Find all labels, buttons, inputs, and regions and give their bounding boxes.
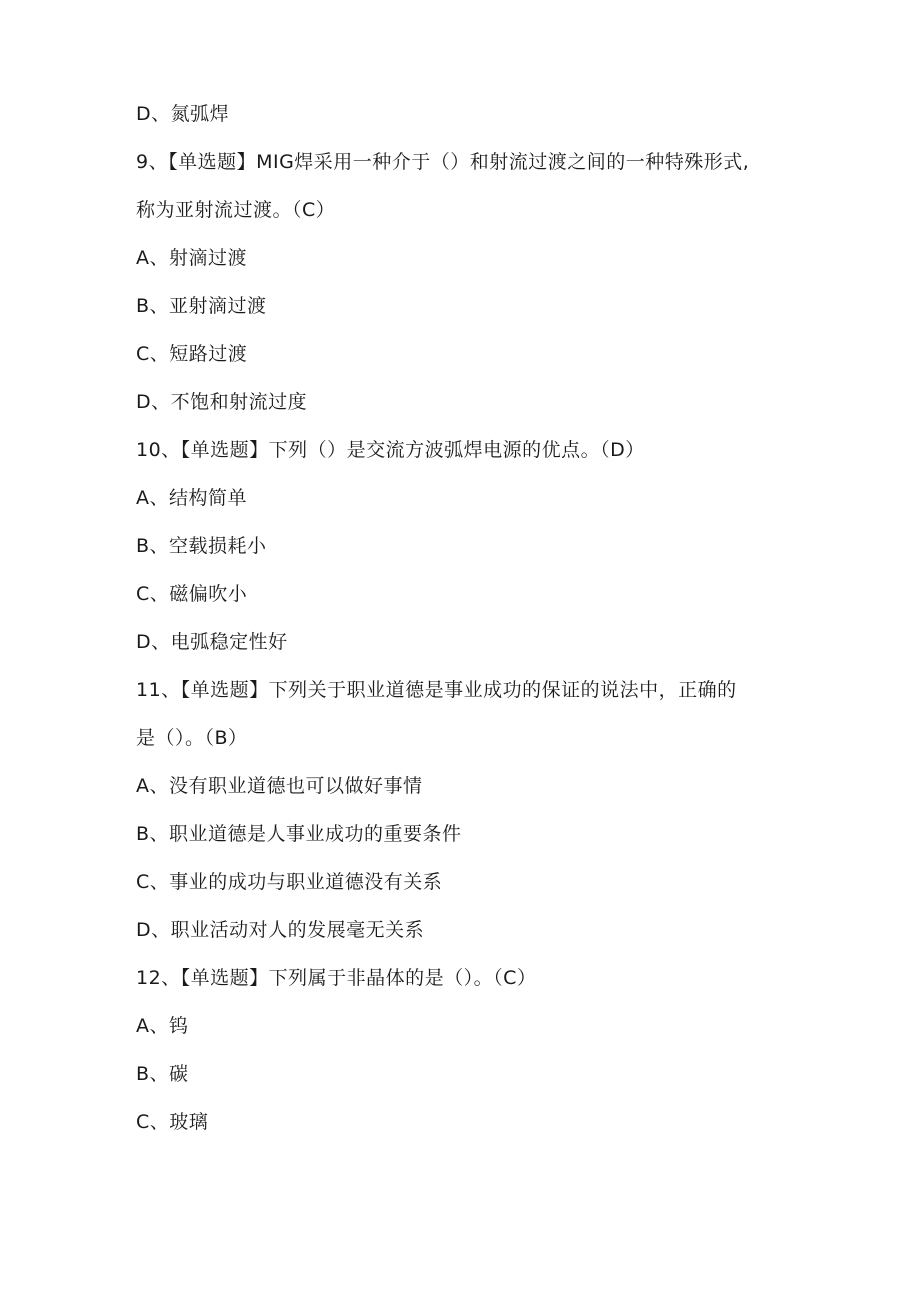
q12-option-a: A、钨 <box>136 1015 189 1037</box>
q10-option-a: A、结构简单 <box>136 487 247 509</box>
q11-stem-line-1: 11、【单选题】下列关于职业道德是事业成功的保证的说法中，正确的 <box>136 679 737 701</box>
q12-option-b: B、碳 <box>136 1063 189 1085</box>
q11-option-b: B、职业道德是人事业成功的重要条件 <box>136 823 462 845</box>
q11-option-a: A、没有职业道德也可以做好事情 <box>136 775 423 797</box>
q9-option-a: A、射滴过渡 <box>136 247 247 269</box>
q11-option-c: C、事业的成功与职业道德没有关系 <box>136 871 443 893</box>
q10-stem: 10、【单选题】下列（）是交流方波弧焊电源的优点。（D） <box>136 439 645 461</box>
q9-stem-line-1: 9、【单选题】MIG焊采用一种介于（）和射流过渡之间的一种特殊形式, <box>136 151 750 173</box>
q9-option-d: D、不饱和射流过度 <box>136 391 308 413</box>
q12-option-c: C、玻璃 <box>136 1111 209 1133</box>
q10-option-c: C、磁偏吹小 <box>136 583 248 605</box>
q9-option-b: B、亚射滴过渡 <box>136 295 267 317</box>
q8-option-d: D、氮弧焊 <box>136 103 230 125</box>
q9-option-c: C、短路过渡 <box>136 343 248 365</box>
q9-stem-line-2: 称为亚射流过渡。（C） <box>136 199 336 221</box>
q10-option-b: B、空载损耗小 <box>136 535 267 557</box>
q12-stem: 12、【单选题】下列属于非晶体的是（）。（C） <box>136 967 537 989</box>
q11-stem-line-2: 是（）。（B） <box>136 727 248 749</box>
q11-option-d: D、职业活动对人的发展毫无关系 <box>136 919 425 941</box>
q10-option-d: D、电弧稳定性好 <box>136 631 288 653</box>
